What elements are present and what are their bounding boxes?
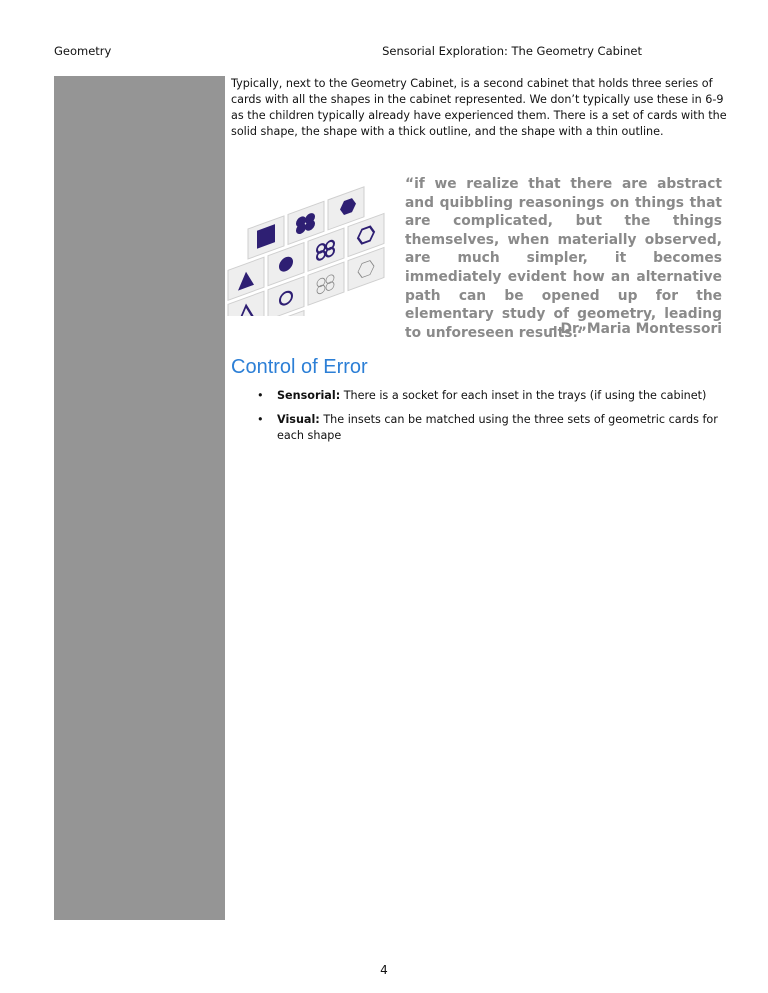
quote-text: “if we realize that there are abstract and quibbling reasonings on things that are complicated, but the things themselves, when materially observed, are much simpler, it becomes immediately evident how an alternative path can be opened up for the elementary study of geometry, leading to unforeseen results.” bbox=[405, 176, 722, 341]
bullet-text: The insets can be matched using the three sets of geometric cards for each shape bbox=[277, 413, 718, 442]
header-right: Sensorial Exploration: The Geometry Cabinet bbox=[382, 44, 642, 58]
intro-paragraph: Typically, next to the Geometry Cabinet, is a second cabinet that holds three series of cards with all the shapes in the cabinet represented. We don’t typically use these in 6-9 as the children typically already have experienced them. There is a set of cards with the solid shape, the shape with a thick outline, and the shape with a thin outline. bbox=[231, 77, 727, 138]
list-item bbox=[257, 412, 727, 444]
list-item bbox=[257, 388, 727, 404]
bullet-label: Sensorial: bbox=[277, 389, 341, 402]
bullet-list bbox=[257, 388, 727, 452]
header-left: Geometry bbox=[54, 44, 112, 58]
geometry-cards-image bbox=[226, 181, 398, 316]
page-number: 4 bbox=[380, 963, 388, 977]
bullet-label: Visual: bbox=[277, 413, 320, 426]
sidebar-panel bbox=[54, 76, 225, 920]
quote-attribution: – Dr. Maria Montessori bbox=[548, 321, 722, 337]
bullet-dot: • bbox=[257, 389, 264, 402]
bullet-dot: • bbox=[257, 413, 264, 426]
section-heading: Control of Error bbox=[231, 356, 368, 378]
bullet-text: There is a socket for each inset in the trays (if using the cabinet) bbox=[340, 389, 707, 402]
